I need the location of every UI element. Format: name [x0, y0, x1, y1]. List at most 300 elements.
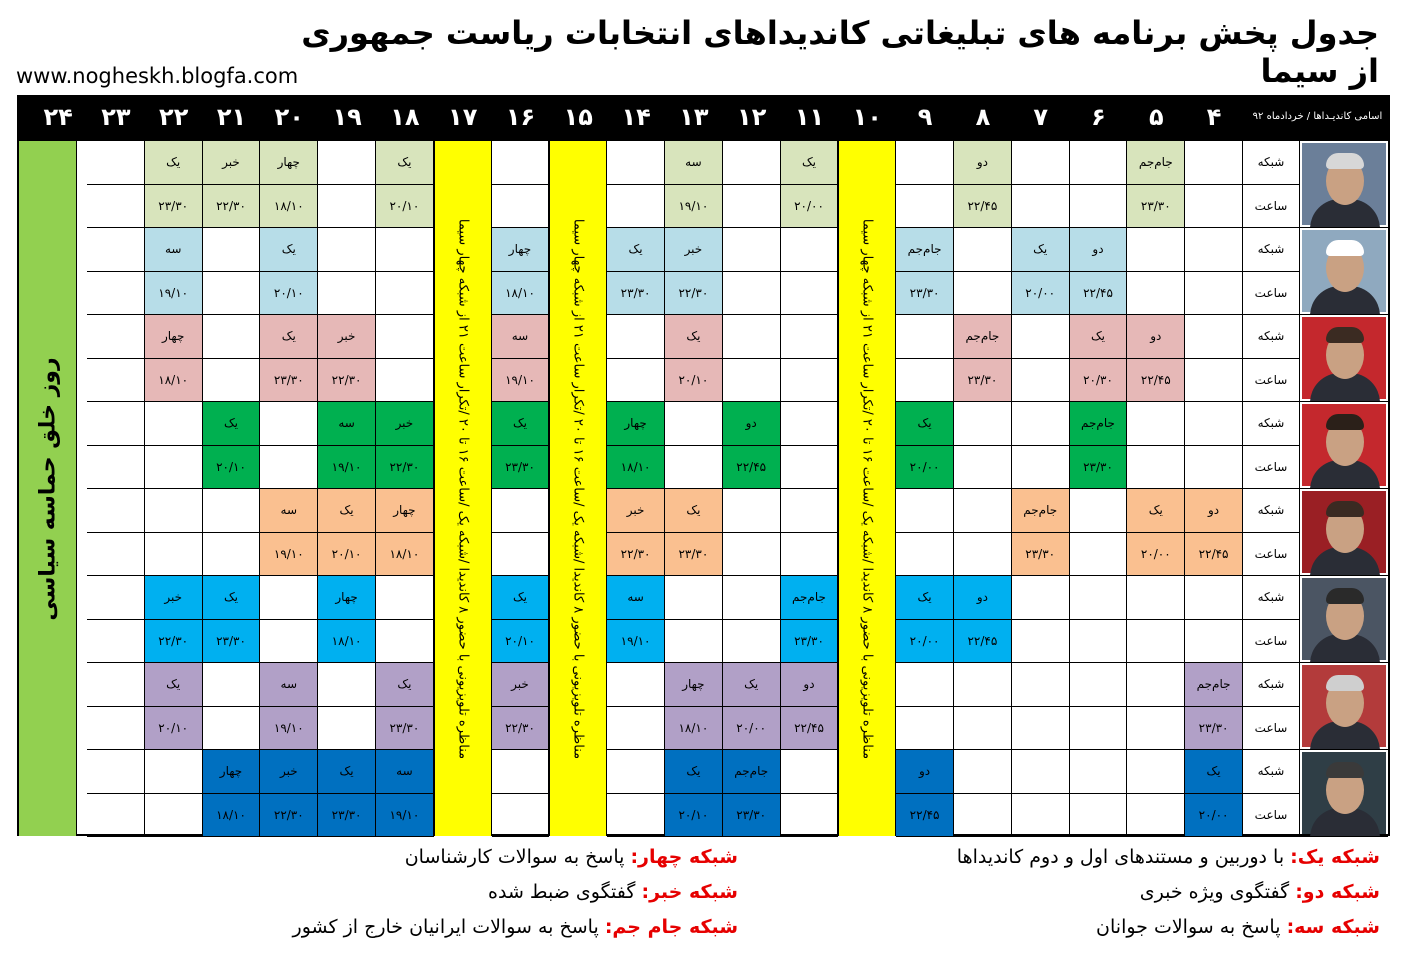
schedule-network-cell: دو [1070, 228, 1128, 272]
schedule-network-cell: یک [260, 315, 318, 359]
schedule-time-cell: ۲۰/۱۰ [665, 794, 723, 838]
schedule-network-cell: یک [376, 663, 434, 707]
schedule-time-cell: ۲۰/۱۰ [203, 446, 261, 490]
day-header-8: ۱۲ [737, 103, 767, 131]
empty-cell [781, 446, 839, 490]
schedule-time-cell: ۲۰/۰۰ [896, 446, 954, 490]
legend-key: شبکه سه: [1286, 916, 1380, 938]
schedule-network-cell: یک [896, 576, 954, 620]
page-title: جدول پخش برنامه های تبلیغاتی کاندیداهای انتخابات ریاست جمهوری از سیما [301, 14, 1379, 90]
schedule-time-cell: ۲۲/۳۰ [203, 185, 261, 229]
empty-cell [1012, 750, 1070, 794]
row-label-time: ساعت [1243, 794, 1300, 838]
empty-cell [665, 576, 723, 620]
schedule-time-cell: ۲۳/۳۰ [492, 446, 550, 490]
schedule-network-cell: جام‌جم [1070, 402, 1128, 446]
schedule-network-cell: سه [260, 663, 318, 707]
row-label-network: شبکه [1243, 576, 1300, 620]
row-label-time: ساعت [1243, 707, 1300, 751]
empty-cell [203, 315, 261, 359]
legend-item [1096, 916, 1380, 938]
day-header-1: ۵ [1148, 103, 1164, 131]
schedule-time-cell: ۲۰/۰۰ [781, 185, 839, 229]
legend-key: شبکه چهار: [630, 846, 738, 868]
schedule-network-cell: دو [954, 576, 1012, 620]
candidate-6-portrait [1300, 576, 1388, 663]
empty-cell [607, 141, 665, 185]
empty-cell [665, 402, 723, 446]
schedule-time-cell: ۲۲/۴۵ [1127, 359, 1185, 403]
empty-cell [954, 489, 1012, 533]
empty-cell [318, 141, 376, 185]
day-header-6: ۱۰ [852, 103, 882, 131]
empty-cell [954, 533, 1012, 577]
empty-cell [723, 533, 781, 577]
schedule-network-cell: جام‌جم [896, 228, 954, 272]
schedule-network-cell: خبر [203, 141, 261, 185]
empty-cell [1127, 794, 1185, 838]
schedule-time-cell: ۲۲/۴۵ [723, 446, 781, 490]
schedule-network-cell: سه [318, 402, 376, 446]
empty-cell [1012, 359, 1070, 403]
empty-cell [781, 533, 839, 577]
legend-item [293, 916, 738, 938]
candidate-4-portrait [1300, 402, 1388, 489]
schedule-time-cell: ۱۸/۱۰ [145, 359, 203, 403]
empty-cell [87, 402, 145, 446]
schedule-network-cell: خبر [376, 402, 434, 446]
day-header-18: ۲۲ [159, 103, 189, 131]
empty-cell [318, 707, 376, 751]
schedule-time-cell: ۲۰/۰۰ [1185, 794, 1243, 838]
schedule-time-cell: ۲۰/۰۰ [1012, 272, 1070, 316]
empty-cell [145, 489, 203, 533]
empty-cell [607, 707, 665, 751]
schedule-network-cell: چهار [145, 315, 203, 359]
row-label-time: ساعت [1243, 272, 1300, 316]
empty-cell [607, 750, 665, 794]
empty-cell [1070, 707, 1128, 751]
schedule-time-cell: ۲۲/۴۵ [954, 620, 1012, 664]
empty-cell [492, 185, 550, 229]
empty-cell [954, 402, 1012, 446]
legend-item [957, 846, 1380, 868]
legend-key: شبکه دو: [1295, 881, 1380, 903]
schedule-time-cell: ۲۰/۱۰ [376, 185, 434, 229]
legend-item [488, 881, 738, 903]
schedule-time-cell: ۱۸/۱۰ [607, 446, 665, 490]
empty-cell [1127, 446, 1185, 490]
empty-cell [954, 750, 1012, 794]
empty-cell [1070, 620, 1128, 664]
debate-text: مناظره تلویزیونی با حضور ۸ کاندیدا /شبکه یک /ساعت ۱۶ تا ۲۰ /تکرار ساعت ۲۱ از شبکه چهار سیما [570, 218, 586, 759]
empty-cell [492, 489, 550, 533]
row-label-time: ساعت [1243, 185, 1300, 229]
schedule-network-cell: چهار [665, 663, 723, 707]
empty-cell [260, 402, 318, 446]
schedule-time-cell: ۲۲/۴۵ [1185, 533, 1243, 577]
empty-cell [781, 228, 839, 272]
empty-cell [203, 228, 261, 272]
empty-cell [318, 272, 376, 316]
schedule-network-cell: دو [781, 663, 839, 707]
candidate-3-portrait [1300, 315, 1388, 402]
candidate-8-portrait [1300, 750, 1388, 837]
schedule-network-cell: چهار [260, 141, 318, 185]
empty-cell [723, 272, 781, 316]
empty-cell [376, 359, 434, 403]
empty-cell [896, 533, 954, 577]
empty-cell [145, 446, 203, 490]
schedule-time-cell: ۲۳/۳۰ [781, 620, 839, 664]
schedule-time-cell: ۲۳/۳۰ [203, 620, 261, 664]
empty-cell [318, 228, 376, 272]
schedule-time-cell: ۱۹/۱۰ [665, 185, 723, 229]
row-label-network: شبکه [1243, 402, 1300, 446]
empty-cell [723, 141, 781, 185]
empty-cell [1185, 272, 1243, 316]
empty-cell [954, 228, 1012, 272]
schedule-time-cell: ۲۰/۱۰ [318, 533, 376, 577]
schedule-network-cell: یک [665, 750, 723, 794]
schedule-network-cell: یک [145, 663, 203, 707]
schedule-time-cell: ۲۰/۱۰ [145, 707, 203, 751]
empty-cell [723, 576, 781, 620]
empty-cell [376, 315, 434, 359]
empty-cell [318, 185, 376, 229]
empty-cell [781, 402, 839, 446]
schedule-time-cell: ۲۳/۳۰ [607, 272, 665, 316]
empty-cell [203, 489, 261, 533]
empty-cell [87, 750, 145, 794]
row-label-time: ساعت [1243, 620, 1300, 664]
empty-cell [1012, 576, 1070, 620]
schedule-network-cell: یک [665, 489, 723, 533]
schedule-time-cell: ۱۸/۱۰ [665, 707, 723, 751]
empty-cell [1012, 620, 1070, 664]
empty-cell [607, 185, 665, 229]
empty-cell [607, 315, 665, 359]
empty-cell [896, 663, 954, 707]
schedule-network-cell: جام‌جم [1012, 489, 1070, 533]
schedule-time-cell: ۲۰/۱۰ [665, 359, 723, 403]
schedule-time-cell: ۲۰/۳۰ [1070, 359, 1128, 403]
empty-cell [145, 402, 203, 446]
website-url[interactable]: www.nogheskh.blogfa.com [16, 64, 299, 88]
schedule-network-cell: چهار [607, 402, 665, 446]
schedule-network-cell: خبر [492, 663, 550, 707]
schedule-network-cell: جام‌جم [1185, 663, 1243, 707]
empty-cell [723, 620, 781, 664]
empty-cell [1070, 533, 1128, 577]
day-header-20: ۲۴ [43, 103, 73, 131]
row-label-network: شبکه [1243, 228, 1300, 272]
empty-cell [665, 446, 723, 490]
legend-key: شبکه جام جم: [604, 916, 738, 938]
empty-cell [260, 620, 318, 664]
debate-column [549, 141, 607, 836]
empty-cell [87, 663, 145, 707]
empty-cell [781, 750, 839, 794]
schedule-network-cell: یک [1070, 315, 1128, 359]
schedule-network-cell: یک [260, 228, 318, 272]
day-header-14: ۱۸ [390, 103, 420, 131]
schedule-network-cell: یک [318, 750, 376, 794]
schedule-network-cell: دو [896, 750, 954, 794]
final-day-banner [19, 141, 77, 836]
schedule-time-cell: ۲۰/۰۰ [723, 707, 781, 751]
schedule-network-cell: چهار [376, 489, 434, 533]
schedule-time-cell: ۲۰/۱۰ [260, 272, 318, 316]
schedule-network-cell: یک [1012, 228, 1070, 272]
empty-cell [87, 576, 145, 620]
debate-column [434, 141, 492, 836]
day-header-5: ۹ [917, 103, 933, 131]
schedule-time-cell: ۲۲/۳۰ [665, 272, 723, 316]
empty-cell [260, 446, 318, 490]
schedule-time-cell: ۲۳/۳۰ [1185, 707, 1243, 751]
schedule-time-cell: ۱۸/۱۰ [492, 272, 550, 316]
schedule-time-cell: ۱۹/۱۰ [376, 794, 434, 838]
empty-cell [607, 663, 665, 707]
empty-cell [1070, 794, 1128, 838]
legend-item [405, 846, 738, 868]
empty-cell [1070, 576, 1128, 620]
schedule-network-cell: یک [665, 315, 723, 359]
schedule-network-cell: دو [723, 402, 781, 446]
day-header-7: ۱۱ [794, 103, 825, 131]
empty-cell [896, 359, 954, 403]
empty-cell [1185, 620, 1243, 664]
empty-cell [87, 315, 145, 359]
schedule-network-cell: سه [260, 489, 318, 533]
empty-cell [954, 707, 1012, 751]
row-label-time: ساعت [1243, 446, 1300, 490]
schedule-time-cell: ۲۰/۰۰ [896, 620, 954, 664]
legend-description: گفتگوی ویژه خبری [1139, 881, 1296, 903]
empty-cell [896, 489, 954, 533]
schedule-time-cell: ۲۲/۴۵ [781, 707, 839, 751]
schedule-network-cell: یک [203, 402, 261, 446]
schedule-network-cell: یک [781, 141, 839, 185]
schedule-time-cell: ۱۹/۱۰ [260, 707, 318, 751]
empty-cell [1012, 402, 1070, 446]
empty-cell [1127, 707, 1185, 751]
schedule-network-cell: یک [376, 141, 434, 185]
empty-cell [87, 489, 145, 533]
schedule-grid [17, 139, 1390, 836]
schedule-network-cell: یک [145, 141, 203, 185]
schedule-time-cell: ۲۳/۳۰ [723, 794, 781, 838]
schedule-time-cell: ۲۳/۳۰ [1012, 533, 1070, 577]
schedule-network-cell: دو [1127, 315, 1185, 359]
legend-description: پاسخ به سوالات جوانان [1096, 916, 1287, 938]
empty-cell [203, 272, 261, 316]
schedule-time-cell: ۲۲/۴۵ [1070, 272, 1128, 316]
legend-description: با دوربین و مستندهای اول و دوم کاندیداها [956, 846, 1291, 868]
empty-cell [376, 272, 434, 316]
schedule-time-cell: ۱۸/۱۰ [203, 794, 261, 838]
empty-cell [896, 141, 954, 185]
legend-description: پاسخ به سوالات ایرانیان خارج از کشور [292, 916, 605, 938]
empty-cell [781, 489, 839, 533]
empty-cell [723, 185, 781, 229]
empty-cell [87, 185, 145, 229]
empty-cell [1070, 489, 1128, 533]
empty-cell [145, 750, 203, 794]
empty-cell [87, 228, 145, 272]
schedule-time-cell: ۲۲/۳۰ [260, 794, 318, 838]
empty-cell [781, 272, 839, 316]
empty-cell [607, 794, 665, 838]
empty-cell [203, 663, 261, 707]
row-label-network: شبکه [1243, 663, 1300, 707]
legend-description: گفتگوی ضبط شده [488, 881, 642, 903]
schedule-time-cell: ۲۳/۳۰ [1070, 446, 1128, 490]
schedule-network-cell: یک [492, 402, 550, 446]
schedule-network-cell: جام‌جم [723, 750, 781, 794]
day-header-12: ۱۶ [505, 103, 536, 131]
row-label-network: شبکه [1243, 141, 1300, 185]
day-header-15: ۱۹ [332, 103, 362, 131]
empty-cell [87, 533, 145, 577]
schedule-time-cell: ۱۹/۱۰ [607, 620, 665, 664]
candidate-2-portrait [1300, 228, 1388, 315]
schedule-time-cell: ۲۳/۳۰ [376, 707, 434, 751]
empty-cell [1070, 185, 1128, 229]
schedule-network-cell: خبر [607, 489, 665, 533]
empty-cell [781, 794, 839, 838]
empty-cell [87, 359, 145, 403]
empty-cell [1185, 402, 1243, 446]
legend-description: پاسخ به سوالات کارشناسان [404, 846, 631, 868]
schedule-network-cell: سه [376, 750, 434, 794]
empty-cell [954, 663, 1012, 707]
empty-cell [723, 359, 781, 403]
schedule-time-cell: ۲۲/۳۰ [376, 446, 434, 490]
empty-cell [607, 359, 665, 403]
empty-cell [376, 620, 434, 664]
empty-cell [376, 576, 434, 620]
debate-text: مناظره تلویزیونی با حضور ۸ کاندیدا /شبکه یک /ساعت ۱۶ تا ۲۰ /تکرار ساعت ۲۱ از شبکه چهار سیما [859, 218, 875, 759]
schedule-header [17, 95, 1390, 139]
schedule-network-cell: چهار [318, 576, 376, 620]
empty-cell [1185, 359, 1243, 403]
empty-cell [723, 228, 781, 272]
schedule-network-cell: دو [954, 141, 1012, 185]
empty-cell [781, 315, 839, 359]
empty-cell [1012, 663, 1070, 707]
schedule-time-cell: ۱۸/۱۰ [376, 533, 434, 577]
schedule-network-cell: سه [607, 576, 665, 620]
row-label-time: ساعت [1243, 533, 1300, 577]
schedule-network-cell: سه [492, 315, 550, 359]
legend-key: شبکه یک: [1290, 846, 1380, 868]
day-header-2: ۶ [1091, 103, 1106, 131]
schedule-network-cell: یک [607, 228, 665, 272]
empty-cell [145, 533, 203, 577]
empty-cell [1127, 402, 1185, 446]
schedule-network-cell: یک [203, 576, 261, 620]
schedule-time-cell: ۲۲/۳۰ [145, 620, 203, 664]
candidate-7-portrait [1300, 663, 1388, 750]
empty-cell [145, 794, 203, 838]
empty-cell [723, 315, 781, 359]
schedule-network-cell: دو [1185, 489, 1243, 533]
row-label-network: شبکه [1243, 750, 1300, 794]
empty-cell [492, 533, 550, 577]
empty-cell [1185, 446, 1243, 490]
schedule-time-cell: ۱۹/۱۰ [260, 533, 318, 577]
empty-cell [203, 359, 261, 403]
day-header-9: ۱۳ [679, 103, 709, 131]
empty-cell [1012, 141, 1070, 185]
schedule-network-cell: خبر [145, 576, 203, 620]
empty-cell [1127, 663, 1185, 707]
empty-cell [1012, 185, 1070, 229]
empty-cell [1012, 707, 1070, 751]
schedule-time-cell: ۱۹/۱۰ [318, 446, 376, 490]
schedule-network-cell: جام‌جم [1127, 141, 1185, 185]
legend-item [1140, 881, 1380, 903]
row-label-network: شبکه [1243, 315, 1300, 359]
row-label-network: شبکه [1243, 489, 1300, 533]
row-label-time: ساعت [1243, 359, 1300, 403]
empty-cell [87, 446, 145, 490]
schedule-network-cell: سه [665, 141, 723, 185]
empty-cell [87, 707, 145, 751]
empty-cell [1127, 750, 1185, 794]
schedule-time-cell: ۲۲/۴۵ [896, 794, 954, 838]
empty-cell [1127, 576, 1185, 620]
debate-text: مناظره تلویزیونی با حضور ۸ کاندیدا /شبکه یک /ساعت ۱۶ تا ۲۰ /تکرار ساعت ۲۱ از شبکه چهار سیما [455, 218, 471, 759]
schedule-time-cell: ۲۲/۳۰ [492, 707, 550, 751]
day-header-17: ۲۱ [216, 103, 247, 131]
empty-cell [1012, 794, 1070, 838]
empty-cell [1012, 315, 1070, 359]
empty-cell [1185, 185, 1243, 229]
schedule-time-cell: ۲۳/۳۰ [260, 359, 318, 403]
empty-cell [1070, 141, 1128, 185]
schedule-time-cell: ۲۲/۳۰ [607, 533, 665, 577]
schedule-time-cell: ۲۲/۳۰ [318, 359, 376, 403]
schedule-network-cell: یک [896, 402, 954, 446]
empty-cell [1185, 315, 1243, 359]
empty-cell [954, 272, 1012, 316]
schedule-time-cell: ۲۳/۳۰ [954, 359, 1012, 403]
empty-cell [203, 533, 261, 577]
empty-cell [1127, 620, 1185, 664]
empty-cell [1185, 141, 1243, 185]
empty-cell [954, 794, 1012, 838]
legend-key: شبکه خبر: [641, 881, 738, 903]
schedule-time-cell: ۱۹/۱۰ [492, 359, 550, 403]
empty-cell [376, 228, 434, 272]
schedule-network-cell: چهار [492, 228, 550, 272]
schedule-network-cell: خبر [318, 315, 376, 359]
day-header-19: ۲۳ [101, 103, 131, 131]
empty-cell [87, 272, 145, 316]
schedule-network-cell: یک [492, 576, 550, 620]
empty-cell [1185, 228, 1243, 272]
day-header-10: ۱۴ [621, 103, 651, 131]
empty-cell [1012, 446, 1070, 490]
schedule-network-cell: جام‌جم [781, 576, 839, 620]
schedule-time-cell: ۲۳/۳۰ [665, 533, 723, 577]
schedule-time-cell: ۲۳/۳۰ [318, 794, 376, 838]
schedule-network-cell: خبر [260, 750, 318, 794]
schedule-time-cell: ۲۰/۱۰ [492, 620, 550, 664]
